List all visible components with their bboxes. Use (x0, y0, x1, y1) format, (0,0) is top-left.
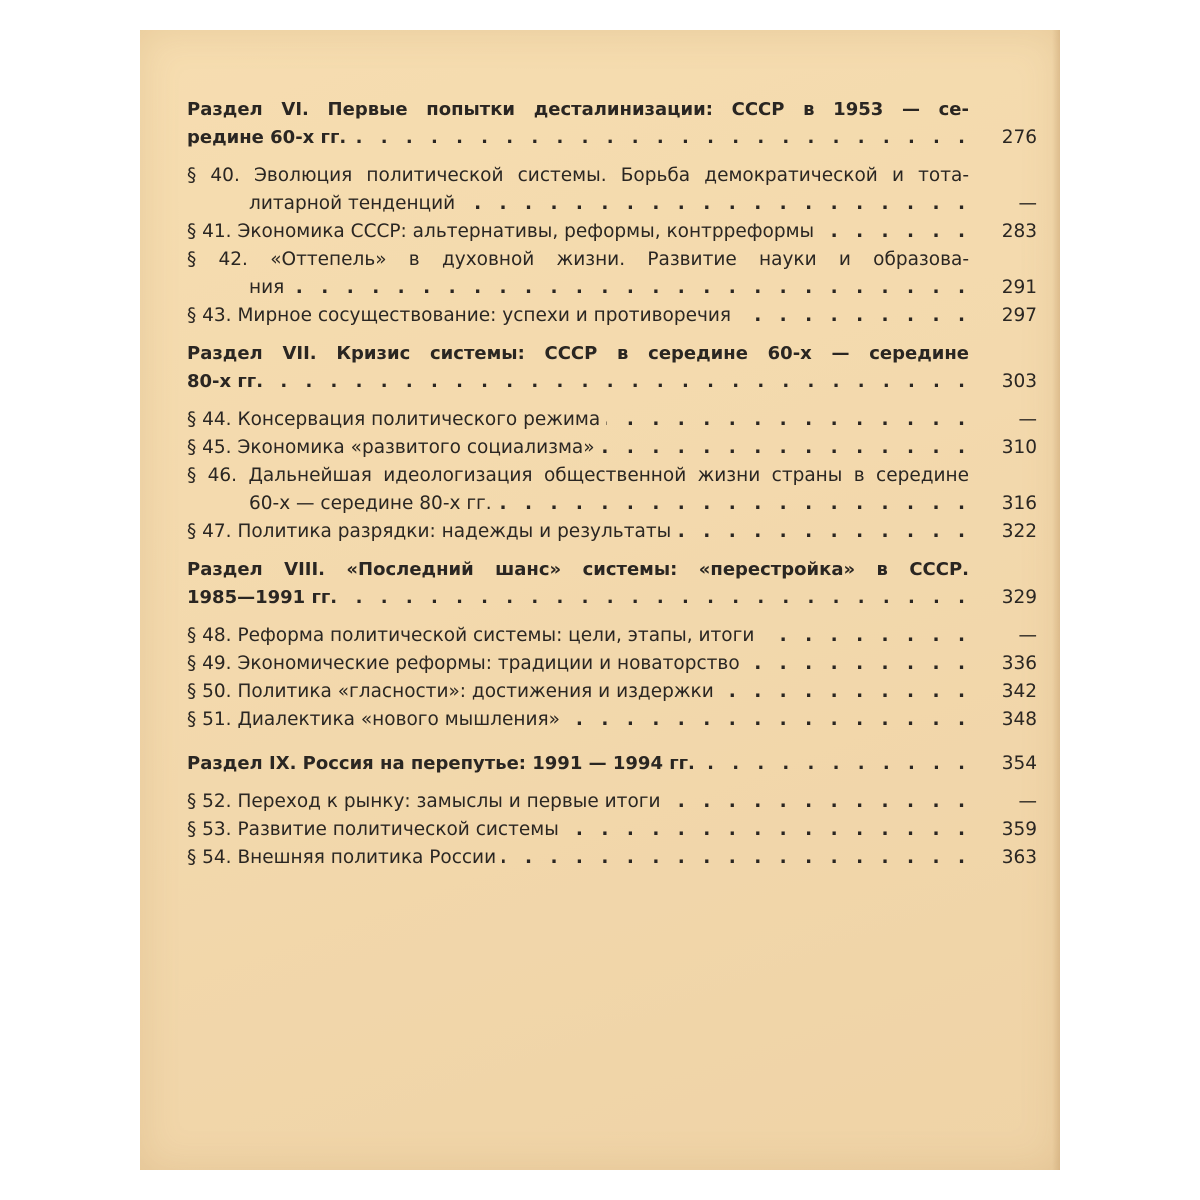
section-title: Раздел VI. Первые попытки десталинизации: СССР в 1953 — се- (187, 99, 969, 120)
item-title-cont: ния (249, 277, 285, 298)
item-number: § 50. (187, 681, 232, 702)
dot-leader (667, 788, 971, 816)
item-number: § 51. (187, 709, 232, 730)
section-title-cont: 1985—1991 гг. (187, 587, 338, 608)
item-title: «Оттепель» в духовной жизни. Развитие науки и образова- (270, 249, 969, 270)
page-number: 354 (1001, 753, 1037, 774)
item-number: § 53. (187, 819, 232, 840)
page-number: 283 (1001, 221, 1037, 242)
item-title: Реформа политической системы: цели, этапы, итоги (237, 625, 755, 646)
item-number: § 49. (187, 653, 232, 674)
toc-entry (187, 678, 1037, 706)
page-number: — (1018, 193, 1037, 214)
toc-entry (187, 650, 1037, 678)
page-number: — (1018, 791, 1037, 812)
section-title-cont: 80-х гг. (187, 371, 264, 392)
toc-entry (187, 844, 1037, 872)
toc-item (187, 462, 969, 490)
dot-leader (737, 302, 971, 330)
page-number: — (1018, 409, 1037, 430)
page-number: 348 (1001, 709, 1037, 730)
section-title: Раздел VII. Кризис системы: СССР в середине 60-х — середине (187, 343, 969, 364)
page-number: 276 (1001, 127, 1037, 148)
page-number: 336 (1001, 653, 1037, 674)
toc-entry (187, 788, 1037, 816)
dot-leader (677, 518, 971, 546)
section-title: Раздел VIII. «Последний шанс» системы: «перестройка» в СССР. (187, 559, 969, 580)
dot-leader (498, 490, 971, 518)
item-number: § 43. (187, 305, 232, 326)
item-title-cont: 60-х — середине 80-х гг. (249, 493, 492, 514)
dot-leader (565, 816, 971, 844)
toc-entry (187, 302, 1037, 330)
item-title: Экономические реформы: традиции и новаторство (237, 653, 740, 674)
item-number: § 52. (187, 791, 232, 812)
section-title: Раздел IX. Россия на перепутье: 1991 — 1994 гг. (187, 753, 695, 774)
item-number: § 45. (187, 437, 232, 458)
toc-entry (187, 706, 1037, 734)
toc-entry (187, 406, 1037, 434)
toc-entry (187, 274, 1037, 302)
page-number: 297 (1001, 305, 1037, 326)
item-title: Политика разрядки: надежды и результаты (237, 521, 672, 542)
item-number: § 48. (187, 625, 232, 646)
toc-item (187, 246, 969, 274)
item-title: Экономика СССР: альтернативы, реформы, контрреформы (237, 221, 815, 242)
section-title-cont: редине 60-х гг. (187, 127, 347, 148)
toc-item (187, 162, 969, 190)
item-title: Дальнейшая идеологизация общественной жизни страны в середине (248, 465, 970, 486)
dot-leader (720, 678, 971, 706)
item-number: § 41. (187, 221, 232, 242)
item-number: § 54. (187, 847, 232, 868)
dot-leader (820, 218, 971, 246)
item-title: Развитие политической системы (237, 819, 559, 840)
item-title: Мирное сосуществование: успехи и противоречия (237, 305, 732, 326)
dot-leader (502, 844, 971, 872)
toc-entry (187, 190, 1037, 218)
page-number: 303 (1001, 371, 1037, 392)
toc-entry (187, 816, 1037, 844)
dot-leader (352, 124, 971, 152)
toc-entry (187, 368, 1037, 396)
item-title: Переход к рынку: замыслы и первые итоги (237, 791, 661, 812)
toc-entry (187, 750, 1037, 778)
page-number: 329 (1001, 587, 1037, 608)
page-number: 342 (1001, 681, 1037, 702)
dot-leader (606, 406, 971, 434)
dot-leader (601, 434, 971, 462)
item-title: Эволюция политической системы. Борьба демократической и тота- (253, 165, 969, 186)
dot-leader (760, 622, 971, 650)
item-number: § 42. (187, 249, 248, 270)
item-title: Экономика «развитого социализма» (237, 437, 595, 458)
toc-entry (187, 218, 1037, 246)
table-of-contents (187, 96, 1037, 872)
page-number: 359 (1001, 819, 1037, 840)
page-number: 363 (1001, 847, 1037, 868)
page-number: 310 (1001, 437, 1037, 458)
dot-leader (746, 650, 971, 678)
item-number: § 44. (187, 409, 232, 430)
item-title: Внешняя политика России (237, 847, 497, 868)
page-number: 322 (1001, 521, 1037, 542)
item-number: § 40. (187, 165, 240, 186)
item-title-cont: литарной тенденций (249, 193, 456, 214)
toc-entry (187, 622, 1037, 650)
page-number: — (1018, 625, 1037, 646)
dot-leader (343, 584, 971, 612)
dot-leader (290, 274, 971, 302)
item-title: Консервация политического режима (237, 409, 601, 430)
dot-leader (566, 706, 971, 734)
toc-entry (187, 490, 1037, 518)
page-number: 316 (1001, 493, 1037, 514)
item-title: Диалектика «нового мышления» (237, 709, 560, 730)
dot-leader (269, 368, 971, 396)
toc-entry (187, 584, 1037, 612)
dot-leader (461, 190, 971, 218)
toc-entry (187, 434, 1037, 462)
toc-entry (187, 124, 1037, 152)
toc-entry (187, 518, 1037, 546)
dot-leader (701, 750, 971, 778)
item-number: § 47. (187, 521, 232, 542)
page-number: 291 (1001, 277, 1037, 298)
item-title: Политика «гласности»: достижения и издержки (237, 681, 714, 702)
item-number: § 46. (187, 465, 238, 486)
